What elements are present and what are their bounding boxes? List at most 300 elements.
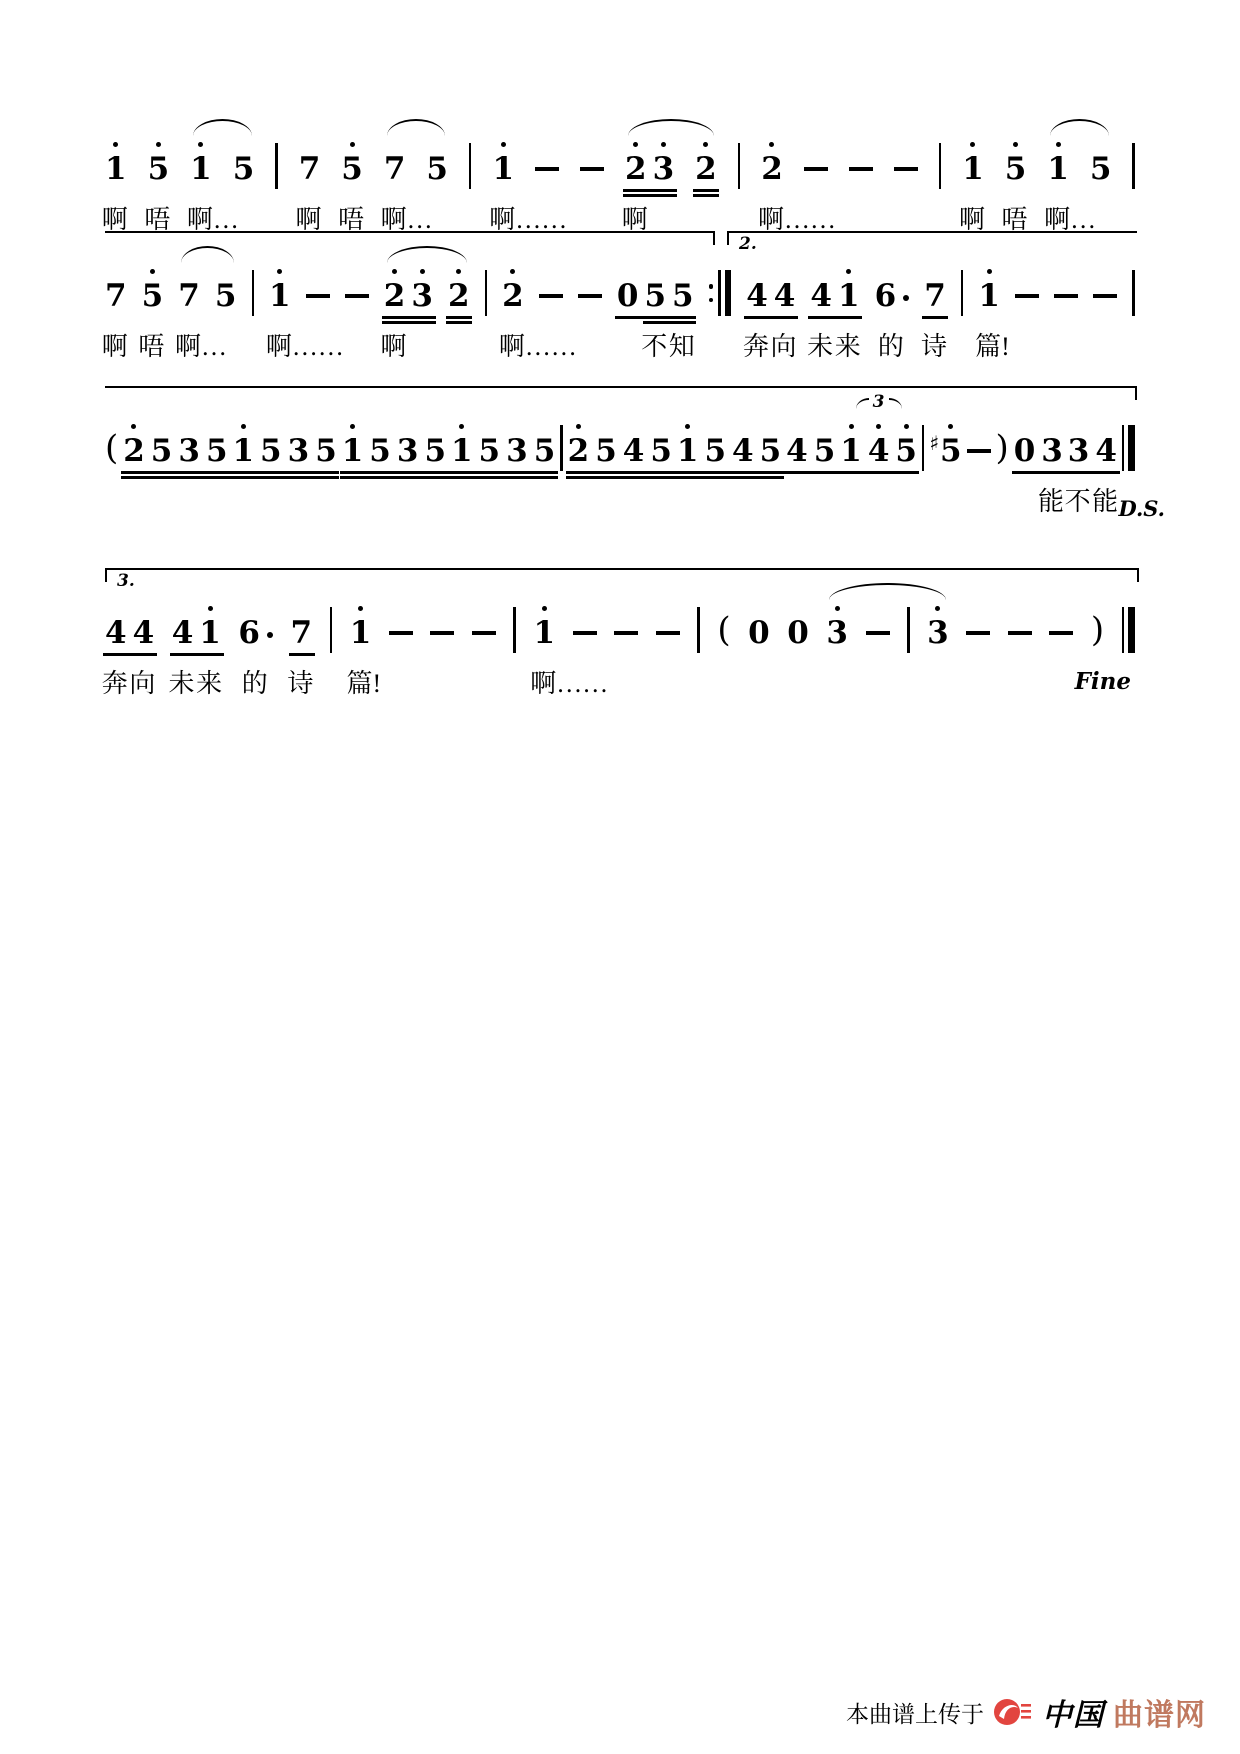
footer [846, 1690, 1206, 1734]
system-1-tokens [101, 138, 1135, 236]
dash [345, 265, 369, 363]
note-row [105, 265, 127, 314]
slur [829, 583, 946, 600]
note-row [426, 138, 448, 187]
note-row [299, 138, 321, 187]
underline [838, 471, 919, 474]
note-row [787, 602, 809, 651]
lyric: 啊 [295, 205, 322, 234]
note-row [291, 602, 313, 651]
dash-bar [580, 167, 604, 171]
note-row [233, 138, 255, 187]
underline [121, 471, 230, 474]
lyric: 向 [770, 332, 797, 361]
underline [382, 321, 436, 324]
note-row [341, 138, 363, 187]
lyric: 能 [1092, 487, 1119, 516]
octave-dot [277, 269, 282, 274]
note [287, 602, 314, 700]
octave-dot-row [876, 420, 881, 433]
note [748, 602, 770, 700]
dash-bar [656, 631, 680, 635]
note-group [232, 420, 336, 518]
note-group [1014, 420, 1063, 518]
barline [939, 138, 942, 236]
note-group-row [451, 420, 555, 469]
note-row [695, 138, 717, 187]
octave-dot-row [456, 265, 461, 278]
underline [170, 653, 224, 656]
note-digit: 4 [746, 278, 768, 314]
note-digit: 5 [341, 151, 363, 187]
note-row [927, 602, 949, 651]
lyric: 啊…… [498, 332, 577, 361]
barline-rule [961, 270, 964, 316]
lyric: 向 [129, 669, 156, 698]
note-digit: 1 [533, 615, 556, 651]
group-note [380, 265, 407, 361]
octave-dot [576, 424, 581, 429]
note-row [748, 602, 770, 651]
octave-dot [935, 606, 940, 611]
underline [446, 316, 472, 319]
group-note [1014, 420, 1036, 469]
note [757, 138, 836, 236]
note-group-row [101, 602, 156, 698]
dash-bar [966, 631, 990, 635]
note-group [451, 420, 555, 518]
note-stack [142, 265, 164, 314]
note-stack [695, 138, 717, 187]
augmentation-dot [267, 632, 273, 638]
barline-rule [252, 270, 255, 316]
note-stack [774, 265, 796, 314]
dash-bar [535, 167, 559, 171]
lyric: 唔 [138, 332, 165, 361]
note-group-row [1013, 420, 1065, 516]
note-digit: 2 [695, 151, 717, 187]
group-note [770, 265, 797, 361]
lyric: 不 [641, 332, 668, 361]
note-digit: 5 [478, 433, 501, 469]
octave-dot [510, 269, 515, 274]
octave-dot-row [935, 602, 940, 615]
note-stack [232, 420, 254, 469]
dash-bar [472, 631, 496, 635]
dash [1049, 602, 1073, 700]
note-group [101, 602, 156, 700]
lyric: 啊…… [530, 669, 609, 698]
underline [230, 476, 339, 479]
dash-bar [430, 631, 454, 635]
dash [306, 265, 330, 363]
note-group-row [380, 265, 433, 361]
note-stack [1041, 420, 1063, 469]
note-stack [534, 420, 556, 469]
lyric: 啊 [380, 332, 407, 361]
octave-dot [685, 424, 690, 429]
octave-dot-row [948, 420, 953, 433]
note-stack [625, 138, 647, 187]
note-digit: 1 [269, 278, 291, 314]
barline-rule [738, 143, 741, 189]
parenthesis-glyph: ( [105, 428, 119, 468]
barline [330, 602, 333, 700]
note-group [621, 138, 675, 236]
note-group [123, 420, 227, 518]
lyric: 唔 [144, 205, 171, 234]
barline-rule [1132, 270, 1135, 316]
dash [430, 602, 454, 700]
barline [560, 420, 563, 518]
thick-bar [1128, 607, 1135, 653]
dash [804, 138, 828, 236]
note-stack [810, 265, 832, 314]
barline [485, 265, 488, 363]
note-digit: 1 [199, 615, 221, 651]
octave-dot-row [769, 138, 774, 151]
note-group-row [807, 265, 861, 361]
barline [275, 138, 278, 236]
note-stack [178, 420, 200, 469]
note-stack [978, 265, 1000, 314]
note-row [1047, 138, 1069, 187]
dash-bar [967, 449, 991, 453]
note-stack [838, 265, 860, 314]
note-row [875, 265, 910, 314]
octave-dot [904, 424, 909, 429]
note-row [502, 265, 524, 314]
octave-dot [198, 142, 203, 147]
note-digit: 2 [761, 151, 783, 187]
octave-dot-row [350, 420, 355, 433]
repeat-barline-wrap [709, 270, 732, 316]
octave-dot-row [131, 420, 136, 433]
system-3-tokens [105, 392, 1135, 518]
octave-dot [849, 424, 854, 429]
underline [1012, 471, 1066, 474]
lyric: 篇! [346, 669, 382, 698]
note-digit: 4 [810, 278, 832, 314]
barline [469, 138, 472, 236]
octave-dot [501, 142, 506, 147]
parenthesis [105, 420, 118, 518]
underline [643, 321, 696, 324]
note [929, 420, 961, 518]
note-digit: 4 [171, 615, 194, 651]
note-row [269, 265, 291, 314]
note [1001, 138, 1028, 236]
note-stack [1014, 420, 1036, 469]
note-stack [411, 265, 433, 314]
note-row [148, 138, 170, 187]
octave-dot [661, 142, 666, 147]
octave-dot [350, 142, 355, 147]
note-digit: 5 [232, 151, 255, 187]
underline [340, 476, 449, 479]
note-stack [704, 420, 726, 469]
group-note [677, 420, 699, 469]
octave-dot [703, 142, 708, 147]
note-digit: 1 [105, 151, 127, 187]
octave-dot-row [1013, 138, 1018, 151]
note-stack [315, 420, 337, 469]
octave-dot [350, 424, 355, 429]
parenthesis-glyph: ( [717, 610, 731, 650]
dash [614, 602, 638, 700]
note-row [826, 602, 848, 651]
underline [449, 476, 558, 479]
octave-dot [846, 269, 851, 274]
note [238, 602, 273, 700]
octave-dot [970, 142, 975, 147]
note-stack [534, 602, 556, 651]
note-row [962, 138, 984, 187]
group-note [397, 420, 419, 469]
barline-rule [513, 607, 516, 653]
barline-rule [939, 143, 942, 189]
lyric: 来 [834, 332, 861, 361]
group-note [704, 420, 726, 469]
note [265, 265, 344, 363]
footer-upload-text: 本曲谱上传于 [846, 1700, 984, 1727]
barline [1132, 265, 1135, 363]
note [138, 265, 165, 363]
note [787, 602, 809, 700]
note-digit: 5 [260, 433, 282, 469]
underline [1066, 471, 1120, 474]
volta-bracket [105, 386, 1137, 400]
octave-dot [948, 424, 953, 429]
dash-bar [578, 294, 602, 298]
dash [656, 602, 680, 700]
note-stack [479, 420, 501, 469]
thin-bar [1122, 607, 1125, 653]
note-digit: 1 [962, 151, 984, 187]
octave-dot-row [1056, 138, 1061, 151]
dash [966, 602, 990, 700]
lyric: 篇! [975, 332, 1010, 361]
note-stack [342, 420, 364, 469]
note-digit: 2 [123, 433, 145, 469]
group-note [668, 265, 695, 361]
octave-dot-row [576, 420, 581, 433]
system-4 [101, 571, 1135, 700]
note-digit: 5 [533, 433, 556, 469]
note-stack [895, 420, 917, 469]
note-group [342, 420, 446, 518]
group-note [232, 420, 254, 469]
octave-dot-row [987, 265, 992, 278]
lyric: 啊…… [265, 332, 344, 361]
repeat-dot [709, 298, 714, 303]
group-note [617, 265, 639, 314]
lyric: 啊… [175, 332, 228, 361]
group-note [315, 420, 337, 469]
note [826, 602, 848, 700]
slur [387, 246, 467, 263]
note-digit: 5 [214, 278, 237, 314]
group-note [1092, 420, 1119, 516]
note-group-row [568, 420, 672, 469]
note-stack [105, 265, 127, 314]
note-group-row [840, 420, 917, 469]
dash-bar [1049, 631, 1073, 635]
note-digit: 1 [190, 151, 212, 187]
octave-dot-row [510, 265, 515, 278]
note-stack [506, 420, 528, 469]
underline [744, 316, 798, 319]
barline [738, 138, 741, 236]
note-digit: 4 [786, 433, 808, 469]
note-stack [238, 602, 260, 651]
note-digit: 5 [147, 151, 170, 187]
note-row [178, 265, 200, 314]
note [1044, 138, 1097, 236]
group-note [623, 420, 645, 469]
octave-dot-row [350, 138, 355, 151]
note-digit: 7 [178, 278, 200, 314]
group-note [650, 420, 672, 469]
sharp-icon: ♯ [929, 431, 940, 455]
barline-rule [469, 143, 472, 189]
note-group-row [742, 265, 797, 361]
underline [922, 316, 948, 319]
note-stack [595, 420, 617, 469]
octave-dot-row [156, 138, 161, 151]
group-note [621, 138, 648, 234]
lyric: 不 [1064, 487, 1091, 516]
note-stack [288, 420, 310, 469]
note-digit: 3 [287, 433, 310, 469]
repeat-barline [709, 265, 732, 363]
note-digit: 1 [1047, 151, 1069, 187]
note-digit: 4 [867, 433, 890, 469]
note-digit: 5 [813, 433, 836, 469]
octave-dot-row [835, 602, 840, 615]
fine-marker: Fine [1074, 668, 1131, 695]
note-group [168, 602, 223, 700]
thick-bar [1128, 425, 1135, 471]
group-note [342, 420, 364, 469]
note-stack [260, 420, 282, 469]
volta-bracket [105, 231, 715, 245]
octave-dot [769, 142, 774, 147]
underline [121, 476, 230, 479]
thick-bar [725, 270, 732, 316]
note-digit: 4 [622, 433, 645, 469]
barline [961, 265, 964, 363]
note-digit: 0 [748, 615, 770, 651]
note [695, 138, 717, 236]
octave-dot-row [198, 138, 203, 151]
note-stack [206, 420, 228, 469]
note-digit: 4 [132, 615, 155, 651]
note [1090, 138, 1112, 236]
lyric: 奔 [101, 669, 128, 698]
underline [623, 194, 677, 197]
note-digit: 2 [625, 151, 647, 187]
note-stack [350, 602, 372, 651]
lyric: 来 [196, 669, 223, 698]
note-digit: 7 [924, 278, 946, 314]
note-stack [1047, 138, 1069, 187]
lyric: 啊… [1044, 205, 1097, 234]
group-note [641, 265, 668, 361]
system-3 [105, 392, 1165, 521]
octave-dot [459, 424, 464, 429]
note-stack [233, 138, 255, 187]
note [101, 265, 128, 363]
group-note [1038, 420, 1065, 516]
group-note [595, 420, 617, 469]
note-digit: 1 [492, 151, 515, 187]
note-digit: 1 [978, 278, 1000, 314]
octave-dot [113, 142, 118, 147]
note-stack [215, 265, 237, 314]
note-group-row [123, 420, 227, 469]
lyric: 啊…… [757, 205, 836, 234]
parenthesis [717, 602, 730, 700]
qupu-site-logo-icon [993, 1697, 1033, 1727]
note [295, 138, 322, 236]
note [233, 138, 255, 236]
note [144, 138, 171, 236]
note-digit: 1 [341, 433, 364, 469]
note-stack [1090, 138, 1112, 187]
slur [181, 246, 234, 263]
note-digit: 7 [383, 151, 406, 187]
note-stack [962, 138, 984, 187]
group-note [196, 602, 223, 698]
note-stack [172, 602, 194, 651]
note-row [238, 602, 273, 651]
slur [1050, 119, 1109, 136]
group-note [129, 602, 156, 698]
lyric: 的 [241, 669, 268, 698]
note-stack [761, 138, 783, 187]
barline [922, 420, 925, 518]
octave-dot-row [392, 265, 397, 278]
octave-dot-row [358, 602, 363, 615]
note [448, 265, 470, 363]
note-group [380, 265, 433, 363]
note-stack [786, 420, 808, 469]
note-stack [190, 138, 212, 187]
octave-dot-row [703, 138, 708, 151]
dash-bar [804, 167, 828, 171]
octave-dot [241, 424, 246, 429]
group-note [411, 265, 433, 314]
group-note [506, 420, 528, 469]
barline-rule [907, 607, 910, 653]
octave-dot [633, 142, 638, 147]
note-digit: 3 [1067, 433, 1090, 469]
note-stack [269, 265, 291, 314]
note-digit: 0 [787, 615, 809, 651]
note-stack [732, 420, 754, 469]
barline [252, 265, 255, 363]
note-row [978, 265, 1000, 314]
note [186, 138, 239, 236]
note-digit: 1 [450, 433, 473, 469]
underline [693, 194, 719, 197]
note-digit: 1 [349, 615, 372, 651]
barline-rule [330, 607, 333, 653]
volta-label: 3. [117, 571, 135, 591]
note-digit: 3 [652, 151, 675, 187]
dash-bar [614, 631, 638, 635]
